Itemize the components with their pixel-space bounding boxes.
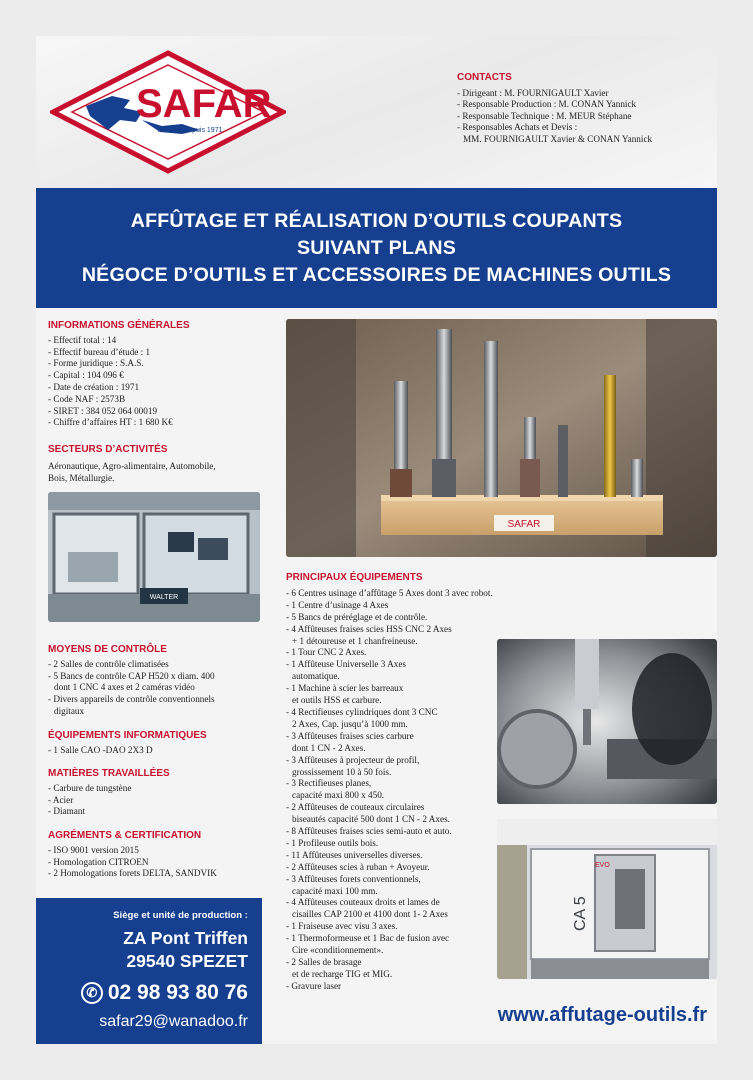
contact-line: - Responsables Achats et Devis : <box>457 122 578 133</box>
phone-number-row[interactable] <box>81 981 248 1005</box>
banner-line-2: SUIVANT PLANS <box>297 236 456 259</box>
equipment-item: - 1 Tour CNC 2 Axes. <box>286 647 367 658</box>
control-title: MOYENS DE CONTRÔLE <box>48 644 167 655</box>
control-section <box>48 644 270 718</box>
equipment-item: - 1 Profileuse outils bois. <box>286 837 379 848</box>
control-item: - 2 Salles de contrôle climatisées <box>48 658 169 669</box>
logo-tagline: Affûteur depuis 1971 <box>158 127 223 134</box>
equipment-item: capacité maxi 100 mm. <box>292 885 378 896</box>
equipment-item: cisailles CAP 2100 et 4100 dont 1- 2 Axes <box>292 909 448 920</box>
general-info-item: - SIRET : 384 052 064 00019 <box>48 405 158 416</box>
control-item: dont 1 CNC 4 axes et 2 caméras vidéo <box>54 682 195 693</box>
equipment-item: et outils HSS et carbure. <box>292 695 382 706</box>
equipment-item: - 3 Affûteuses à projecteur de profil, <box>286 754 420 765</box>
control-item: - Divers appareils de contrôle conventionnels <box>48 694 215 705</box>
general-info-item: - Date de création : 1971 <box>48 381 140 392</box>
equipment-section <box>286 572 496 993</box>
contacts-block <box>457 72 712 146</box>
control-room-photo <box>48 492 260 622</box>
equipment-item: - 3 Affûteuses forets conventionnels, <box>286 873 421 884</box>
general-info-title: INFORMATIONS GÉNÉRALES <box>48 320 190 331</box>
sectors-text-line: Bois, Métallurgie. <box>48 472 115 483</box>
equipment-item: - 1 Affûteuse Universelle 3 Axes <box>286 659 407 670</box>
room-label: WALTER <box>149 594 179 601</box>
equipment-item: - 2 Affûteuses de couteaux circulaires <box>286 802 425 813</box>
equipment-item: - 2 Affûteuses scies à ruban + Avoyeur. <box>286 861 430 872</box>
banner-line-1: AFFÛTAGE ET RÉALISATION D’OUTILS COUPANTS <box>130 209 623 232</box>
contact-line: MM. FOURNIGAULT Xavier & CONAN Yannick <box>463 133 653 144</box>
equipment-item: automatique. <box>292 671 340 682</box>
control-item: - 5 Bancs de contrôle CAP H520 x diam. 400 <box>48 670 215 681</box>
equipment-item: capacité maxi 800 x 450. <box>292 790 385 801</box>
address-line-1: ZA Pont Triffen <box>123 928 248 948</box>
flyer-page <box>36 36 717 1044</box>
equipment-item: - 11 Affûteuses universelles diverses. <box>286 849 423 860</box>
equipment-item: - 2 Salles de brasage <box>286 957 362 967</box>
equipment-item: - 8 Affûteuses fraises scies semi-auto et auto. <box>286 826 452 837</box>
phone-number: 02 98 93 80 76 <box>107 981 248 1004</box>
general-info-item: - Capital : 104 096 € <box>48 370 124 381</box>
equipment-item: dont 1 CN - 2 Axes. <box>292 742 366 753</box>
certs-item: - ISO 9001 version 2015 <box>48 844 139 855</box>
machine-label: CA 5 <box>572 896 589 931</box>
banner-line-3: NÉGOCE D’OUTILS ET ACCESSOIRES DE MACHINES OUTILS <box>81 263 672 286</box>
contact-line: - Responsable Production : M. CONAN Yannick <box>457 99 637 110</box>
it-section <box>48 730 270 757</box>
title-banner <box>36 188 717 308</box>
machining-photo <box>497 639 717 804</box>
machine-brand: EVO <box>595 862 610 869</box>
contacts-title: CONTACTS <box>457 72 512 83</box>
equipment-item: - 3 Affûteuses fraises scies carbure <box>286 730 414 741</box>
equipment-item: - 1 Fraiseuse avec visu 3 axes. <box>286 921 398 932</box>
equipment-item: - 6 Centres usinage d’affûtage 5 Axes dont 3 avec robot. <box>286 587 493 598</box>
general-info-item: - Chiffre d’affaires HT : 1 680 K€ <box>48 417 173 428</box>
equipment-item: - 4 Rectifieuses cylindriques dont 3 CNC <box>286 706 438 717</box>
equipment-item: 2 Axes, Cap. jusqu’à 1000 mm. <box>292 718 408 729</box>
equipment-item: + 1 détoureuse et 1 chanfreineuse. <box>292 635 418 646</box>
certs-item: - Homologation CITROEN <box>48 856 149 867</box>
equipment-item: - Gravure laser <box>286 980 342 991</box>
control-item: digitaux <box>54 705 85 716</box>
equipment-item: - 1 Thermoformeuse et 1 Bac de fusion avec <box>286 933 450 944</box>
equipment-title: PRINCIPAUX ÉQUIPEMENTS <box>286 572 423 583</box>
equipment-item: - 1 Machine à scier les barreaux <box>286 683 404 694</box>
equipment-item: - 5 Bancs de préréglage et de contrôle. <box>286 611 428 622</box>
general-info-item: - Effectif bureau d’étude : 1 <box>48 346 151 357</box>
machine-ca5-photo <box>497 819 717 979</box>
address-box <box>36 898 262 1044</box>
materials-section <box>48 768 270 818</box>
it-title: ÉQUIPEMENTS INFORMATIQUES <box>48 730 207 741</box>
general-info-section <box>48 320 270 429</box>
address-heading: Siège et unité de production : <box>113 910 248 921</box>
email-link[interactable]: safar29@wanadoo.fr <box>99 1013 248 1030</box>
materials-item: - Carbure de tungstène <box>48 782 132 793</box>
sectors-text-line: Aéronautique, Agro-alimentaire, Automobile, <box>48 460 216 471</box>
website-link[interactable]: www.affutage-outils.fr <box>497 1004 707 1026</box>
general-info-item: - Effectif total : 14 <box>48 334 117 345</box>
equipment-item: biseautés capacité 500 dont 1 CN - 2 Axes. <box>292 814 450 825</box>
materials-item: - Diamant <box>48 806 85 817</box>
tool-block-label: SAFAR <box>507 519 541 530</box>
address-line-2: 29540 SPEZET <box>126 951 248 971</box>
materials-title: MATIÈRES TRAVAILLÉES <box>48 768 170 779</box>
general-info-item: - Forme juridique : S.A.S. <box>48 358 144 369</box>
certs-title: AGRÉMENTS & CERTIFICATION <box>48 830 202 841</box>
equipment-item: - 4 Affûteuses couteaux droits et lames de <box>286 897 440 908</box>
equipment-item: - 3 Rectifieuses planes, <box>286 778 372 789</box>
it-item: - 1 Salle CAO -DAO 2X3 D <box>48 744 153 755</box>
equipment-item: Cire «conditionnement». <box>292 945 384 956</box>
header-area <box>36 36 717 188</box>
materials-item: - Acier <box>48 794 74 805</box>
equipment-item: et de recharge TIG et MIG. <box>292 968 393 979</box>
logo-brand-text: SAFAR <box>136 82 272 126</box>
contact-line: - Dirigeant : M. FOURNIGAULT Xavier <box>457 87 609 98</box>
safar-logo <box>50 50 286 174</box>
contact-line: - Responsable Technique : M. MEUR Stéphane <box>457 110 632 121</box>
equipment-item: - 4 Affûteuses fraises scies HSS CNC 2 Axes <box>286 623 452 634</box>
phone-icon: ✆ <box>81 982 103 1004</box>
equipment-item: grossissement 10 à 50 fois. <box>292 766 392 777</box>
sectors-title: SECTEURS D’ACTIVITÉS <box>48 444 168 455</box>
certs-item: - 2 Homologations forets DELTA, SANDVIK <box>48 868 217 879</box>
certs-section <box>48 830 270 880</box>
general-info-item: - Code NAF : 2573B <box>48 393 126 404</box>
equipment-item: - 1 Centre d’usinage 4 Axes <box>286 599 389 610</box>
cutting-tools-photo <box>286 319 717 557</box>
sectors-section <box>48 444 270 484</box>
